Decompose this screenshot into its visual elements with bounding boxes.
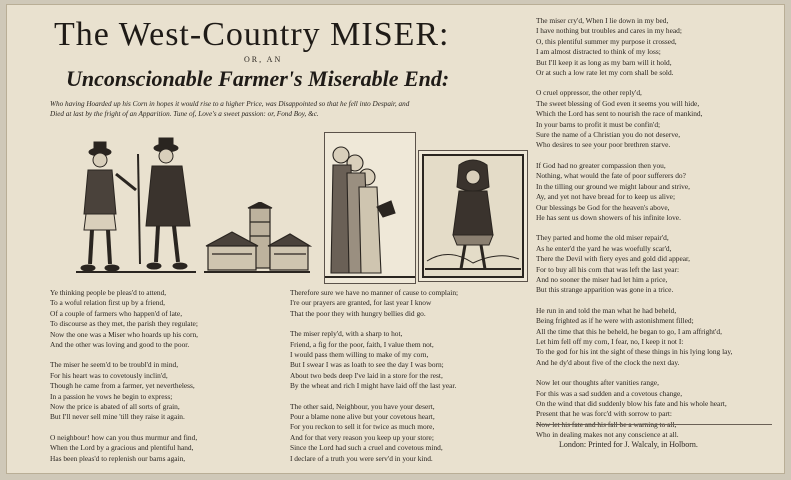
verse-line: In a passion he vows he begin to express; bbox=[50, 391, 173, 401]
verse-column-c bbox=[536, 16, 780, 451]
verse-line: Now the price is abated of all sorts of grain, bbox=[50, 402, 180, 412]
verse-line: For his heart was to covetously inclin'd, bbox=[50, 370, 168, 380]
verse-line: Nothing, what would the fate of poor sufferers do? bbox=[536, 171, 686, 181]
verse-line: To a woful relation first up by a friend, bbox=[50, 298, 166, 308]
verse-line: Of a couple of farmers who happen'd of late, bbox=[50, 308, 183, 318]
summary-line-2: Died at last by the fright of an Apparition. Tune of, Love's a sweet passion: or, Fond Boy, &c. bbox=[50, 110, 319, 118]
verse-line: To the god for his int the sight of these things in his lying long lay, bbox=[536, 347, 733, 357]
verse-column-b bbox=[290, 288, 528, 474]
verse-line: Ay, and yet not have bread for to keep us alive; bbox=[536, 192, 676, 202]
verse-line: In the tilling our ground we might labour and strive, bbox=[536, 181, 690, 191]
verse-line: The miser cry'd, When I lie down in my bed, bbox=[536, 16, 669, 25]
verse-line: There the Devil with fiery eyes and gold did appear, bbox=[536, 254, 691, 264]
verse-line: The miser he seem'd to be troubl'd in mind, bbox=[50, 360, 179, 370]
verse-line: All the time that this he beheld, he began to go, I am affright'd, bbox=[536, 326, 722, 336]
woodcut-church bbox=[202, 202, 312, 276]
verse-line: Who desires to see your poor brethren starve. bbox=[536, 140, 671, 150]
verse-line: The miser reply'd, with a sharp to hot, bbox=[290, 329, 403, 339]
stanza bbox=[536, 161, 780, 223]
stanza bbox=[536, 306, 780, 368]
verse-line: Therefore sure we have no manner of cause to complain; bbox=[290, 288, 459, 297]
verse-line: Now the one was a Miser who hoards up his corn, bbox=[50, 329, 198, 339]
woodcut-group-of-people bbox=[324, 132, 416, 284]
stanza bbox=[50, 288, 278, 350]
verse-line: That the poor they with hungry bellies did go. bbox=[290, 308, 426, 318]
broadside-title: The West-Country MISER: bbox=[54, 16, 450, 53]
broadside-sheet bbox=[6, 4, 785, 474]
verse-line: Friend, a fig for the poor, faith, I value them not, bbox=[290, 339, 434, 349]
verse-line: If God had no greater compassion then you, bbox=[536, 160, 666, 170]
verse-line: I would pass them willing to make of my corn, bbox=[290, 350, 429, 360]
verse-line: They parted and home the old miser repair'd, bbox=[536, 233, 669, 243]
verse-line: By the wheat and rich I might have laid off the last year. bbox=[290, 381, 457, 391]
verse-line: I am almost distracted to think of my loss; bbox=[536, 47, 661, 57]
verse-line: For this was a sad sudden and a covetous change, bbox=[536, 388, 683, 398]
imprint-divider bbox=[536, 424, 772, 425]
verse-line: Which the Lord has sent to nourish the race of mankind, bbox=[536, 109, 703, 119]
verse-line: And for that very reason you keep up your store; bbox=[290, 432, 434, 442]
verse-line: Who in dealing makes not any conscience at all. bbox=[536, 430, 679, 440]
verse-line: But I'll never sell mine 'till they raise it again. bbox=[50, 412, 185, 422]
verse-line: Let him fell off my corn, I fear, no, I keep it not I: bbox=[536, 336, 684, 346]
broadside-subtitle: Unconscionable Farmer's Miserable End: bbox=[66, 66, 450, 91]
or-an-connector: OR, AN bbox=[244, 55, 283, 64]
verse-line: I have nothing but troubles and cares in my head; bbox=[536, 26, 682, 36]
stanza bbox=[290, 329, 528, 391]
stanza bbox=[536, 88, 780, 150]
verse-line: And the other was loving and good to the poor. bbox=[50, 340, 190, 350]
stanza bbox=[536, 16, 780, 78]
verse-line: In your barns to profit it must be confin'd; bbox=[536, 119, 661, 129]
verse-line: O neighbour! how can you thus murmur and find, bbox=[50, 432, 198, 442]
verse-line: He has sent us down showers of his infinite love. bbox=[536, 212, 681, 222]
woodcut-two-farmers bbox=[66, 134, 206, 276]
verse-line: For you reckon to sell it for twice as much more, bbox=[290, 422, 435, 432]
stanza bbox=[290, 402, 528, 464]
verse-line: The other said, Neighbour, you have your desert, bbox=[290, 401, 435, 411]
verse-line: Sure the name of a Christian you do not deserve, bbox=[536, 130, 681, 140]
verse-line: On the wind that did suddenly blow his fate and his whole heart, bbox=[536, 399, 727, 408]
verse-line: He run in and told the man what he had beheld, bbox=[536, 305, 677, 315]
verse-line: Now let his fate and his fall be a warning to all, bbox=[536, 419, 677, 429]
verse-line: And he dy'd about five of the clock the next day. bbox=[536, 357, 680, 367]
verse-line: Has been pleas'd to replenish our barns again, bbox=[50, 453, 186, 463]
summary bbox=[50, 99, 532, 119]
verse-line: About two beds deep I've laid in a store for the rest, bbox=[290, 370, 443, 380]
stanza bbox=[50, 433, 278, 464]
verse-line: And no sooner the miser had let him a price, bbox=[536, 274, 668, 284]
verse-line: For to buy all his corn that was left the last year: bbox=[536, 264, 680, 274]
verse-column-a bbox=[50, 288, 278, 474]
stanza bbox=[290, 288, 528, 319]
verse-line: Ye thinking people be pleas'd to attend, bbox=[50, 288, 167, 297]
stanza bbox=[50, 360, 278, 422]
verse-line: I declare of a truth you were serv'd in your kind. bbox=[290, 453, 433, 463]
verse-line: As he enter'd the yard he was woefully scar'd, bbox=[536, 243, 672, 253]
verse-line: O cruel oppressor, the other reply'd, bbox=[536, 88, 642, 98]
verse-line: Our blessings be God for the heaven's above, bbox=[536, 202, 670, 212]
verse-line: Since the Lord had such a cruel and covetous mind, bbox=[290, 443, 443, 453]
verse-line: Or at such a low rate let my corn shall be sold. bbox=[536, 68, 674, 78]
verse-line: Now let our thoughts after vanities range, bbox=[536, 378, 659, 388]
verse-line: To discourse as they met, the parish they regulate; bbox=[50, 319, 198, 329]
printer-imprint: London: Printed for J. Walcaly, in Holborn. bbox=[559, 440, 698, 449]
verse-line: Pour a blame none alive but your covetous heart, bbox=[290, 412, 435, 422]
stanza bbox=[536, 378, 780, 440]
stanza bbox=[536, 233, 780, 295]
verse-line: Being frighted as if he were with astonishment filled; bbox=[536, 316, 694, 326]
verse-line: When the Lord by a gracious and plentiful hand, bbox=[50, 443, 194, 453]
summary-line-1: Who having Hoarded up his Corn in hopes it would rise to a higher Price, was Disappointed so that he fell into Despair, and bbox=[50, 100, 410, 108]
verse-line: The sweet blessing of God even it seems you will hide, bbox=[536, 98, 700, 108]
verse-line: But this strange apparition was gone in a trice. bbox=[536, 285, 674, 295]
verse-line: But I swear I was as loath to see the day I was born; bbox=[290, 360, 444, 370]
verse-line: Present that he was forc'd with sorrow to part: bbox=[536, 409, 672, 419]
woodcut-gentleman bbox=[418, 150, 528, 282]
verse-line: I're our prayers are granted, for last year I know bbox=[290, 298, 432, 308]
verse-line: O, this plentiful summer my purpose it crossed, bbox=[536, 36, 677, 46]
verse-line: Though he came from a farmer, yet nevertheless, bbox=[50, 381, 195, 391]
verse-line: But I'll keep it as long as my barn will it hold, bbox=[536, 57, 672, 67]
